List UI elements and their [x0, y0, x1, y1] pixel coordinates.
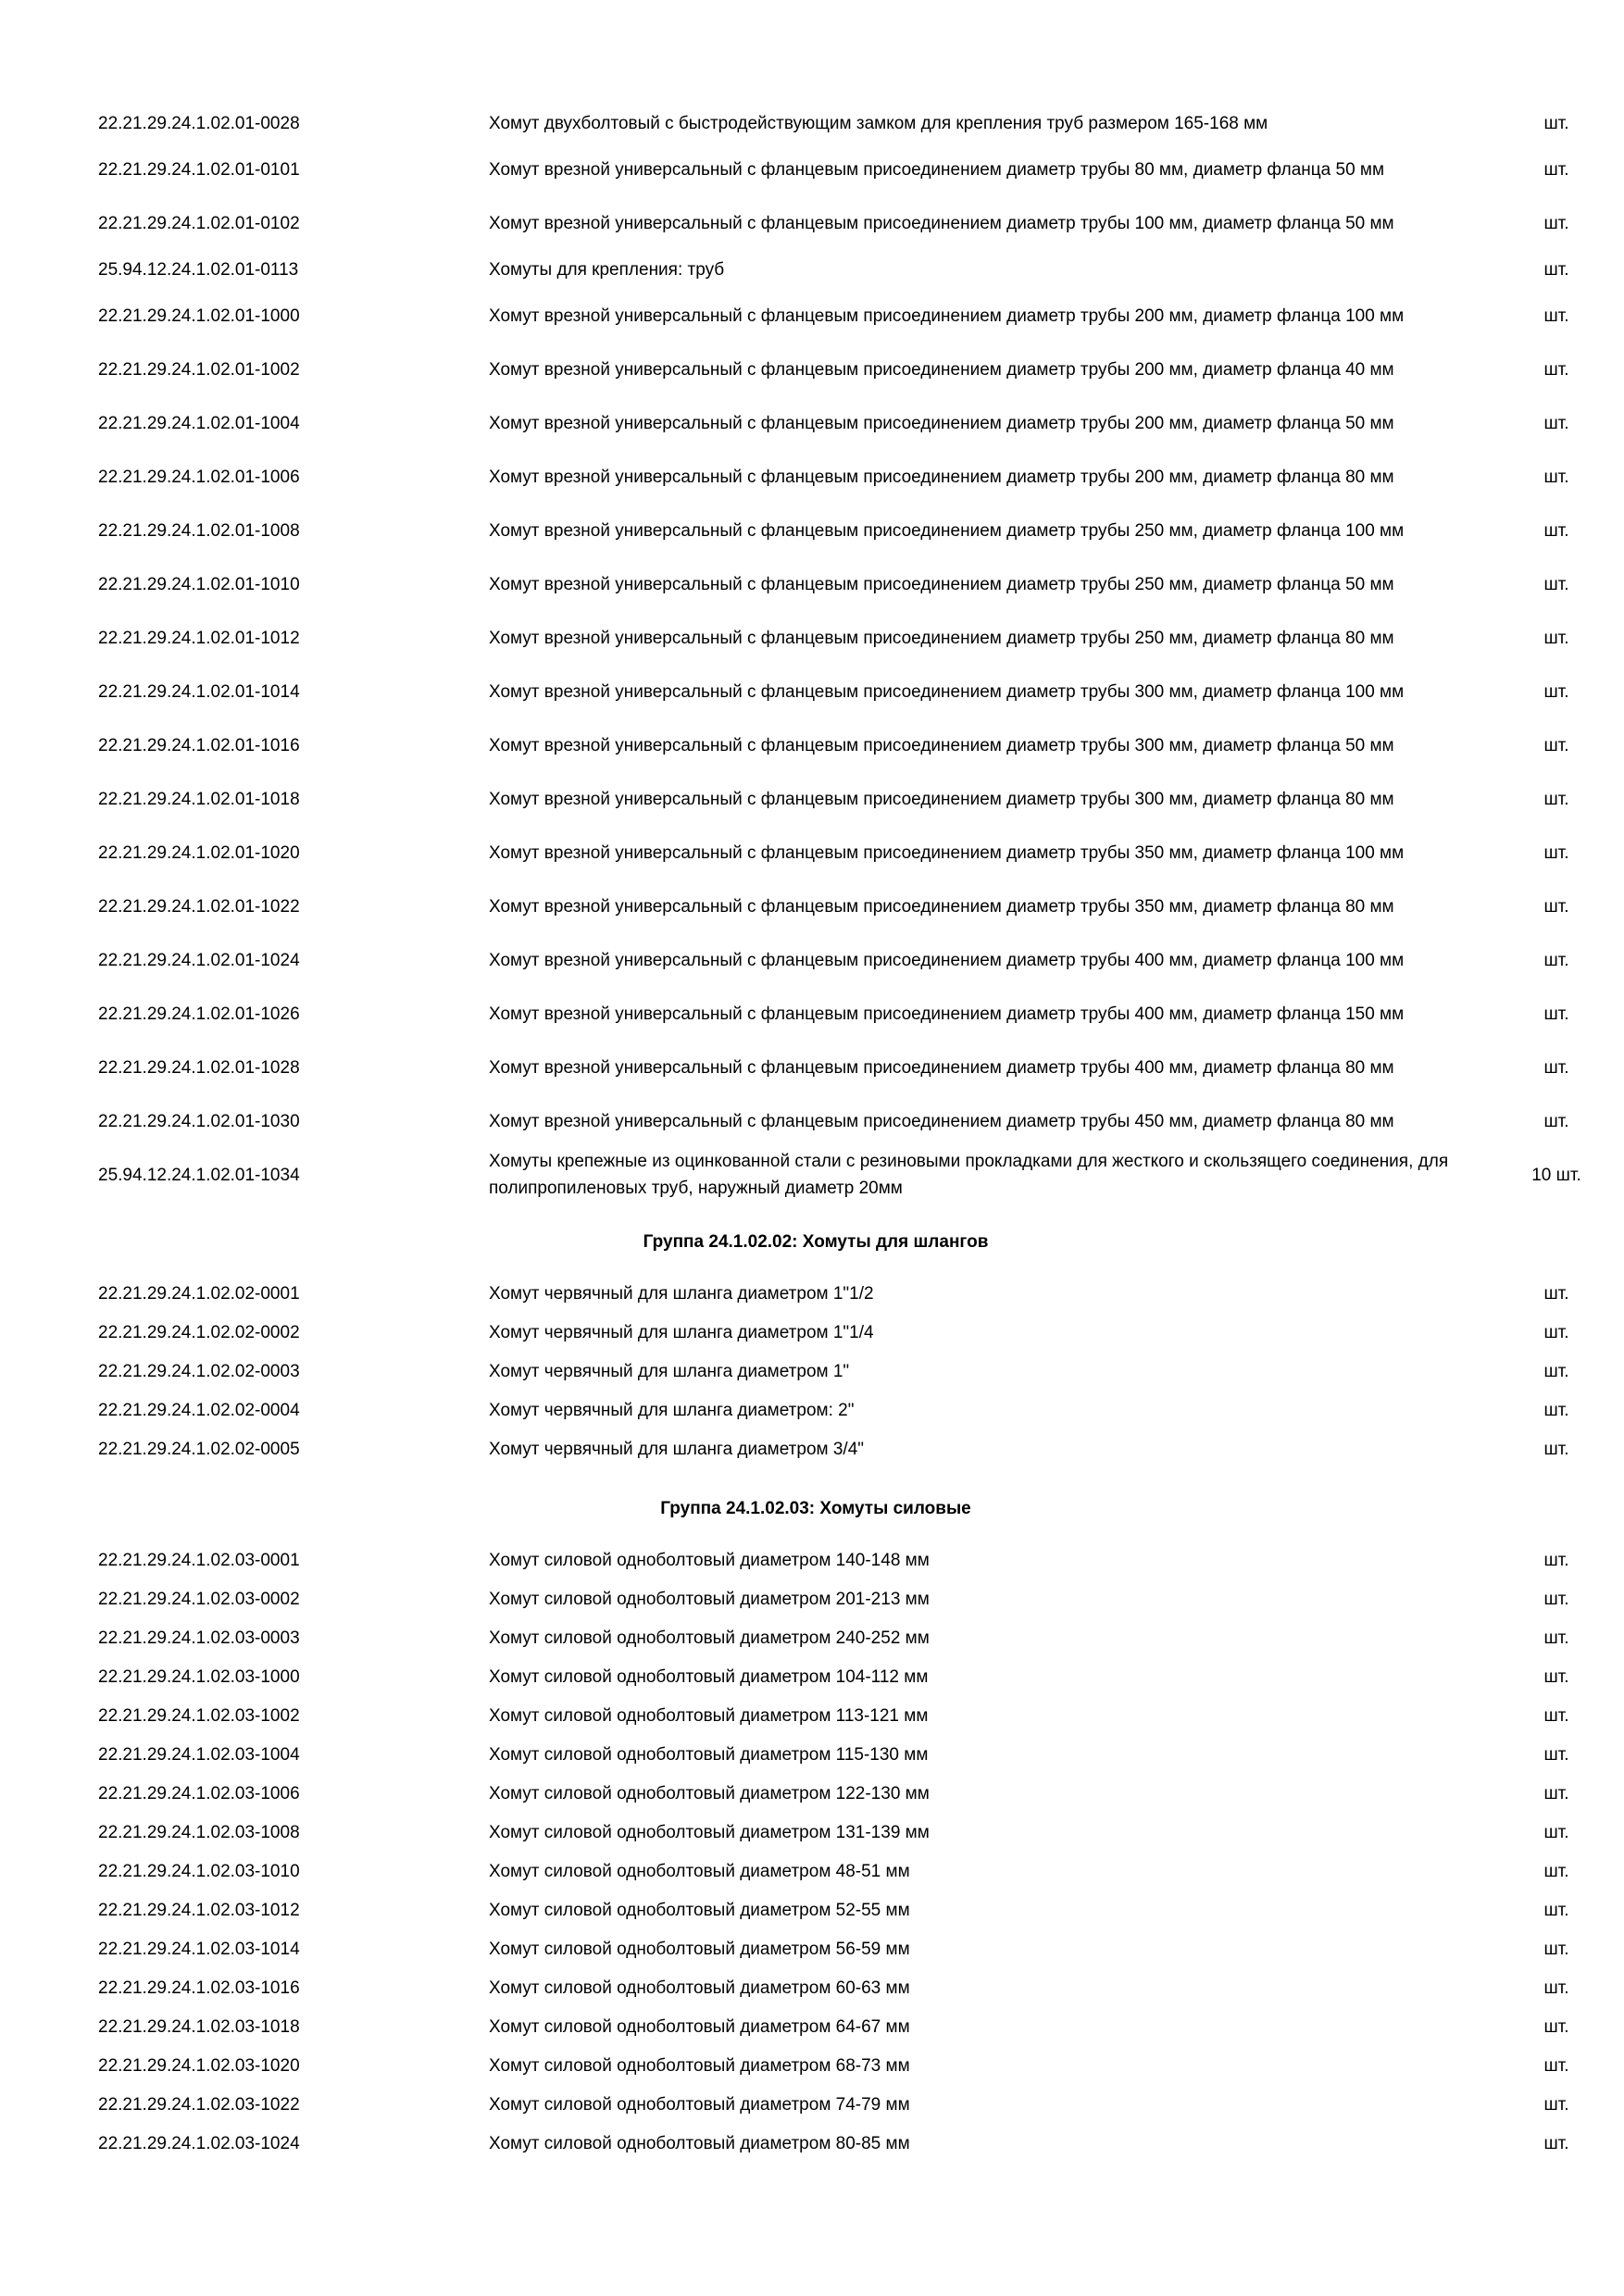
row-name: Хомут силовой одноболтовый диаметром 80-85 мм [489, 2133, 910, 2153]
row-unit: шт. [1543, 467, 1569, 487]
row-code: 22.21.29.24.1.02.03-1018 [98, 2016, 300, 2037]
table-row [98, 1429, 1587, 1468]
table-row [98, 196, 1587, 250]
row-unit: шт. [1543, 306, 1569, 326]
row-unit: шт. [1543, 628, 1569, 648]
row-code: 22.21.29.24.1.02.01-1030 [98, 1111, 300, 1131]
row-unit: шт. [1543, 842, 1569, 863]
table-row [98, 2046, 1587, 2085]
row-unit: шт. [1543, 1666, 1569, 1687]
group-title-hose-clamps: Группа 24.1.02.02: Хомуты для шлангов [643, 1231, 989, 1252]
document-page [98, 104, 1587, 2163]
row-code: 22.21.29.24.1.02.03-0001 [98, 1550, 300, 1570]
table-row [98, 1618, 1587, 1657]
row-code: 22.21.29.24.1.02.01-1004 [98, 413, 300, 433]
row-name: Хомут силовой одноболтовый диаметром 122-130 мм [489, 1783, 930, 1803]
table-row [98, 1852, 1587, 1890]
row-unit: шт. [1543, 520, 1569, 541]
row-code: 22.21.29.24.1.02.01-1020 [98, 842, 300, 863]
row-code: 22.21.29.24.1.02.01-1002 [98, 359, 300, 380]
row-code: 22.21.29.24.1.02.03-1024 [98, 2133, 300, 2153]
row-name: Хомут врезной универсальный с фланцевым присоединением диаметр трубы 350 мм, диаметр фланца 80 мм [489, 896, 1394, 917]
row-name: Хомут врезной универсальный с фланцевым присоединением диаметр трубы 350 мм, диаметр фланца 100 мм [489, 842, 1405, 863]
row-unit: шт. [1543, 735, 1569, 755]
table-row [98, 396, 1587, 450]
row-code: 22.21.29.24.1.02.02-0005 [98, 1439, 300, 1459]
row-unit: шт. [1543, 1628, 1569, 1648]
row-unit: шт. [1543, 1900, 1569, 1920]
row-unit: шт. [1543, 1589, 1569, 1609]
row-code: 22.21.29.24.1.02.01-1008 [98, 520, 300, 541]
row-code: 22.21.29.24.1.02.01-0028 [98, 113, 300, 133]
row-code: 22.21.29.24.1.02.01-1006 [98, 467, 300, 487]
table-row [98, 1657, 1587, 1696]
row-unit: шт. [1543, 2133, 1569, 2153]
row-name: Хомут врезной универсальный с фланцевым присоединением диаметр трубы 300 мм, диаметр фланца 50 мм [489, 735, 1394, 755]
row-unit: шт. [1543, 681, 1569, 702]
row-code: 22.21.29.24.1.02.03-1008 [98, 1822, 300, 1842]
row-name: Хомут силовой одноболтовый диаметром 74-79 мм [489, 2094, 910, 2115]
table-row [98, 2085, 1587, 2124]
table-row [98, 1696, 1587, 1735]
row-code: 22.21.29.24.1.02.01-1028 [98, 1057, 300, 1078]
row-code: 22.21.29.24.1.02.03-1006 [98, 1783, 300, 1803]
row-unit: шт. [1543, 1783, 1569, 1803]
table-row [98, 504, 1587, 557]
row-name: Хомут врезной универсальный с фланцевым присоединением диаметр трубы 200 мм, диаметр фланца 50 мм [489, 413, 1394, 433]
table-row [98, 1968, 1587, 2007]
row-unit: шт. [1543, 1822, 1569, 1842]
row-code: 22.21.29.24.1.02.03-1020 [98, 2055, 300, 2076]
row-name: Хомут врезной универсальный с фланцевым присоединением диаметр трубы 400 мм, диаметр фланца 150 мм [489, 1004, 1405, 1024]
row-code: 22.21.29.24.1.02.01-0102 [98, 213, 300, 233]
row-name: Хомут врезной универсальный с фланцевым присоединением диаметр трубы 450 мм, диаметр фланца 80 мм [489, 1111, 1394, 1131]
row-unit: шт. [1543, 574, 1569, 594]
row-unit: шт. [1543, 2016, 1569, 2037]
row-name: Хомут силовой одноболтовый диаметром 240-252 мм [489, 1628, 930, 1648]
table-row [98, 1890, 1587, 1929]
row-code: 22.21.29.24.1.02.01-1026 [98, 1004, 300, 1024]
row-code: 25.94.12.24.1.02.01-0113 [98, 259, 299, 280]
row-name: Хомут врезной универсальный с фланцевым присоединением диаметр трубы 100 мм, диаметр фланца 50 мм [489, 213, 1394, 233]
row-unit: шт. [1543, 1439, 1569, 1459]
row-name: Хомут силовой одноболтовый диаметром 113-121 мм [489, 1705, 929, 1726]
row-unit: шт. [1543, 1550, 1569, 1570]
row-code: 22.21.29.24.1.02.03-1002 [98, 1705, 300, 1726]
row-unit: шт. [1543, 950, 1569, 970]
row-name: Хомут врезной универсальный с фланцевым присоединением диаметр трубы 250 мм, диаметр фланца 80 мм [489, 628, 1394, 648]
row-unit: 10 шт. [1531, 1165, 1581, 1185]
row-unit: шт. [1543, 1322, 1569, 1342]
row-code: 22.21.29.24.1.02.03-0003 [98, 1628, 300, 1648]
table-row [98, 450, 1587, 504]
row-unit: шт. [1543, 1744, 1569, 1765]
row-name: Хомут червячный для шланга диаметром 1" [489, 1361, 850, 1381]
row-unit: шт. [1543, 259, 1569, 280]
table-row [98, 289, 1587, 343]
row-unit: шт. [1543, 1861, 1569, 1881]
row-code: 22.21.29.24.1.02.01-1010 [98, 574, 300, 594]
row-name: Хомут силовой одноболтовый диаметром 52-55 мм [489, 1900, 910, 1920]
row-unit: шт. [1543, 1361, 1569, 1381]
row-code: 22.21.29.24.1.02.03-1000 [98, 1666, 300, 1687]
row-name: Хомут силовой одноболтовый диаметром 201-213 мм [489, 1589, 930, 1609]
row-code: 22.21.29.24.1.02.03-1010 [98, 1861, 300, 1881]
table-row [98, 250, 1587, 289]
table-row [98, 665, 1587, 718]
row-name: Хомут силовой одноболтовый диаметром 115-130 мм [489, 1744, 929, 1765]
row-code: 22.21.29.24.1.02.03-1012 [98, 1900, 300, 1920]
row-unit: шт. [1543, 1057, 1569, 1078]
row-name: Хомут силовой одноболтовый диаметром 140-148 мм [489, 1550, 930, 1570]
table-row [98, 104, 1587, 143]
row-name: Хомут силовой одноболтовый диаметром 48-51 мм [489, 1861, 910, 1881]
row-code: 22.21.29.24.1.02.02-0004 [98, 1400, 300, 1420]
table-row [98, 933, 1587, 987]
row-code: 22.21.29.24.1.02.03-0002 [98, 1589, 300, 1609]
section-clamps-for-pipes [98, 104, 1587, 1202]
row-code: 22.21.29.24.1.02.01-1016 [98, 735, 300, 755]
row-name: Хомут врезной универсальный с фланцевым присоединением диаметр трубы 80 мм, диаметр фланца 50 мм [489, 159, 1385, 180]
row-name: Хомут силовой одноболтовый диаметром 56-59 мм [489, 1939, 910, 1959]
row-name: Хомут врезной универсальный с фланцевым присоединением диаметр трубы 400 мм, диаметр фланца 100 мм [489, 950, 1405, 970]
row-code: 22.21.29.24.1.02.01-1012 [98, 628, 300, 648]
row-unit: шт. [1543, 213, 1569, 233]
row-name: Хомут врезной универсальный с фланцевым присоединением диаметр трубы 300 мм, диаметр фланца 80 мм [489, 789, 1394, 809]
row-code: 22.21.29.24.1.02.01-1022 [98, 896, 300, 917]
row-name: Хомуты для крепления: труб [489, 259, 725, 280]
row-code: 22.21.29.24.1.02.01-1024 [98, 950, 300, 970]
table-row [98, 1352, 1587, 1391]
row-unit: шт. [1543, 2055, 1569, 2076]
row-name: Хомут силовой одноболтовый диаметром 60-63 мм [489, 1978, 910, 1998]
row-name: Хомут силовой одноболтовый диаметром 68-73 мм [489, 2055, 910, 2076]
row-code: 22.21.29.24.1.02.01-0101 [98, 159, 300, 180]
row-code: 22.21.29.24.1.02.03-1016 [98, 1978, 300, 1998]
row-name: Хомут червячный для шланга диаметром 1"1/4 [489, 1322, 874, 1342]
row-unit: шт. [1543, 1939, 1569, 1959]
section-power-clamps [98, 1541, 1587, 2163]
row-unit: шт. [1543, 413, 1569, 433]
row-unit: шт. [1543, 896, 1569, 917]
row-name: Хомут силовой одноболтовый диаметром 104-112 мм [489, 1666, 929, 1687]
table-row [98, 1041, 1587, 1094]
row-code: 22.21.29.24.1.02.02-0002 [98, 1322, 300, 1342]
table-row [98, 1579, 1587, 1618]
table-row [98, 1094, 1587, 1148]
table-row [98, 1541, 1587, 1579]
table-row [98, 1735, 1587, 1774]
table-row [98, 826, 1587, 880]
row-unit: шт. [1543, 1111, 1569, 1131]
row-name: Хомут врезной универсальный с фланцевым присоединением диаметр трубы 250 мм, диаметр фланца 100 мм [489, 520, 1405, 541]
table-row [98, 987, 1587, 1041]
row-name: Хомут червячный для шланга диаметром: 2" [489, 1400, 855, 1420]
row-name: Хомут врезной универсальный с фланцевым присоединением диаметр трубы 200 мм, диаметр фланца 80 мм [489, 467, 1394, 487]
row-code: 22.21.29.24.1.02.03-1004 [98, 1744, 300, 1765]
table-row [98, 1274, 1587, 1313]
row-code: 22.21.29.24.1.02.03-1022 [98, 2094, 300, 2115]
table-row [98, 1148, 1587, 1202]
row-code: 22.21.29.24.1.02.02-0003 [98, 1361, 300, 1381]
row-unit: шт. [1543, 1400, 1569, 1420]
row-code: 25.94.12.24.1.02.01-1034 [98, 1165, 300, 1185]
table-row [98, 1929, 1587, 1968]
row-code: 22.21.29.24.1.02.03-1014 [98, 1939, 300, 1959]
row-name: Хомут врезной универсальный с фланцевым присоединением диаметр трубы 200 мм, диаметр фланца 40 мм [489, 359, 1394, 380]
row-unit: шт. [1543, 1283, 1569, 1304]
row-code: 22.21.29.24.1.02.01-1014 [98, 681, 300, 702]
table-row [98, 2007, 1587, 2046]
row-unit: шт. [1543, 113, 1569, 133]
row-name: Хомут силовой одноболтовый диаметром 131-139 мм [489, 1822, 930, 1842]
row-name: Хомут врезной универсальный с фланцевым присоединением диаметр трубы 200 мм, диаметр фланца 100 мм [489, 306, 1405, 326]
section-hose-clamps [98, 1274, 1587, 1468]
table-row [98, 880, 1587, 933]
table-row [98, 343, 1587, 396]
row-code: 22.21.29.24.1.02.01-1018 [98, 789, 300, 809]
table-row [98, 557, 1587, 611]
table-row [98, 1391, 1587, 1429]
row-unit: шт. [1543, 1004, 1569, 1024]
row-unit: шт. [1543, 359, 1569, 380]
row-unit: шт. [1543, 159, 1569, 180]
table-row [98, 143, 1587, 196]
table-row [98, 772, 1587, 826]
row-code: 22.21.29.24.1.02.02-0001 [98, 1283, 300, 1304]
row-unit: шт. [1543, 1978, 1569, 1998]
row-name: Хомут двухболтовый с быстродействующим замком для крепления труб размером 165-168 мм [489, 113, 1268, 133]
row-code: 22.21.29.24.1.02.01-1000 [98, 306, 300, 326]
row-name: Хомут врезной универсальный с фланцевым присоединением диаметр трубы 300 мм, диаметр фланца 100 мм [489, 681, 1405, 702]
table-row [98, 611, 1587, 665]
row-name: Хомут врезной универсальный с фланцевым присоединением диаметр трубы 250 мм, диаметр фланца 50 мм [489, 574, 1394, 594]
row-name: Хомут червячный для шланга диаметром 1"1/2 [489, 1283, 874, 1304]
group-title-power-clamps: Группа 24.1.02.03: Хомуты силовые [660, 1498, 971, 1518]
table-row [98, 2124, 1587, 2163]
table-row [98, 1313, 1587, 1352]
row-unit: шт. [1543, 2094, 1569, 2115]
row-name: Хомут врезной универсальный с фланцевым присоединением диаметр трубы 400 мм, диаметр фланца 80 мм [489, 1057, 1394, 1078]
table-row [98, 1774, 1587, 1813]
row-name: Хомут силовой одноболтовый диаметром 64-67 мм [489, 2016, 910, 2037]
row-name: Хомут червячный для шланга диаметром 3/4" [489, 1439, 865, 1459]
table-row [98, 718, 1587, 772]
row-unit: шт. [1543, 789, 1569, 809]
table-row [98, 1813, 1587, 1852]
row-name: Хомуты крепежные из оцинкованной стали с резиновыми прокладками для жесткого и скользящего соединения, для полипропиленовых труб, наружный диаметр 20мм [489, 1152, 1449, 1198]
row-unit: шт. [1543, 1705, 1569, 1726]
